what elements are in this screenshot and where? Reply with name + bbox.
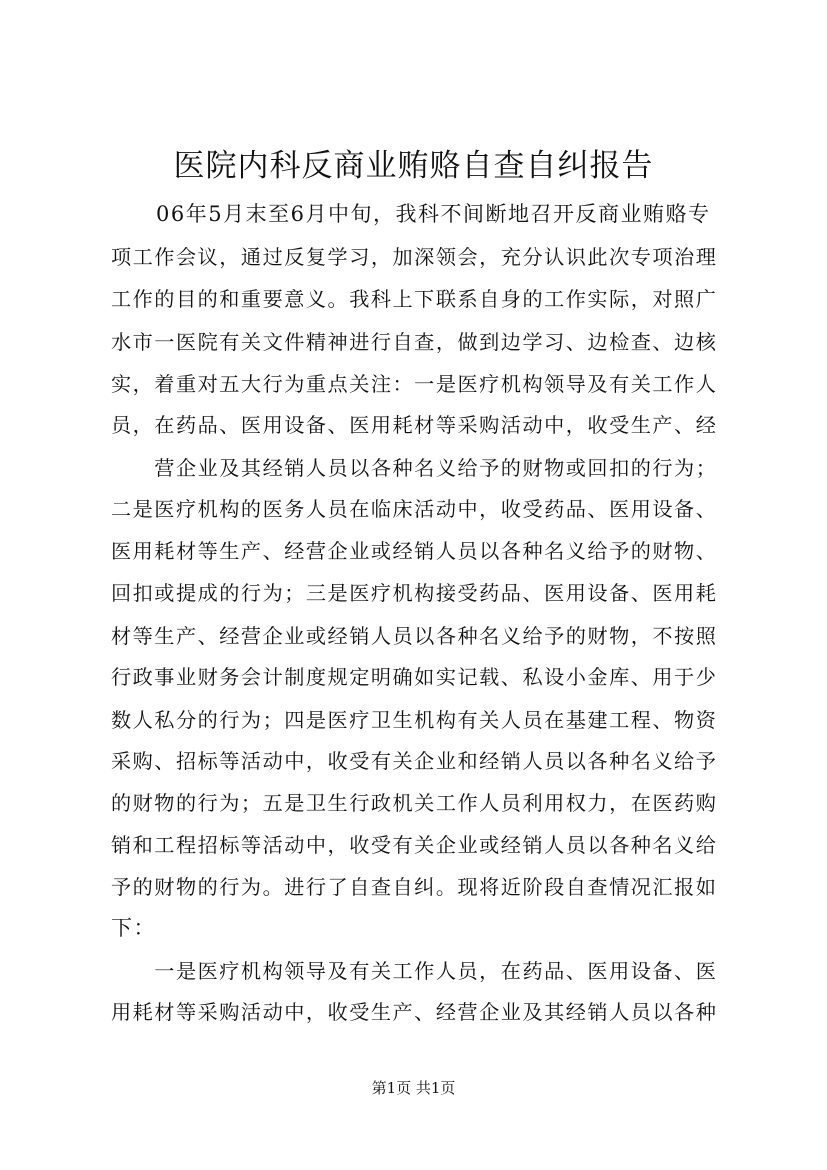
body-line: 的财物的行为；五是卫生行政机关工作人员利用权力，在医药购 [111, 791, 718, 815]
body-line: 用耗材等采购活动中，收受生产、经营企业及其经销人员以各种 [111, 1000, 718, 1024]
body-line: 下： [111, 916, 156, 940]
body-line: 二是医疗机构的医务人员在临床活动中，收受药品、医用设备、 [111, 497, 718, 521]
body-line: 水市一医院有关文件精神进行自查，做到边学习、边检查、边核 [111, 330, 718, 354]
body-line: 实，着重对五大行为重点关注：一是医疗机构领导及有关工作人 [111, 372, 718, 396]
document-title: 医院内科反商业贿赂自查自纠报告 [173, 148, 654, 184]
body-line: 采购、招标等活动中，收受有关企业和经销人员以各种名义给予 [111, 749, 718, 773]
page-number-footer: 第1页 共1页 [371, 1079, 456, 1097]
body-line: 医用耗材等生产、经营企业或经销人员以各种名义给予的财物、 [111, 539, 718, 563]
body-line: 06年5月末至6月中旬，我科不间断地召开反商业贿赂专 [111, 202, 711, 226]
body-line: 行政事业财务会计制度规定明确如实记载、私设小金库、用于少 [111, 665, 718, 689]
body-line: 营企业及其经销人员以各种名义给予的财物或回扣的行为； [111, 456, 718, 480]
body-line: 一是医疗机构领导及有关工作人员，在药品、医用设备、医 [111, 959, 718, 983]
body-line: 项工作会议，通过反复学习，加深领会，充分认识此次专项治理 [111, 245, 718, 269]
body-line: 工作的目的和重要意义。我科上下联系自身的工作实际，对照广 [111, 287, 718, 311]
body-line: 数人私分的行为；四是医疗卫生机构有关人员在基建工程、物资 [111, 708, 718, 732]
body-line: 销和工程招标等活动中，收受有关企业或经销人员以各种名义给 [111, 833, 718, 857]
body-line: 予的财物的行为。进行了自查自纠。现将近阶段自查情况汇报如 [111, 875, 718, 899]
body-line: 员，在药品、医用设备、医用耗材等采购活动中，收受生产、经 [111, 413, 718, 437]
body-line: 材等生产、经营企业或经销人员以各种名义给予的财物，不按照 [111, 624, 718, 648]
body-line: 回扣或提成的行为；三是医疗机构接受药品、医用设备、医用耗 [111, 581, 718, 605]
